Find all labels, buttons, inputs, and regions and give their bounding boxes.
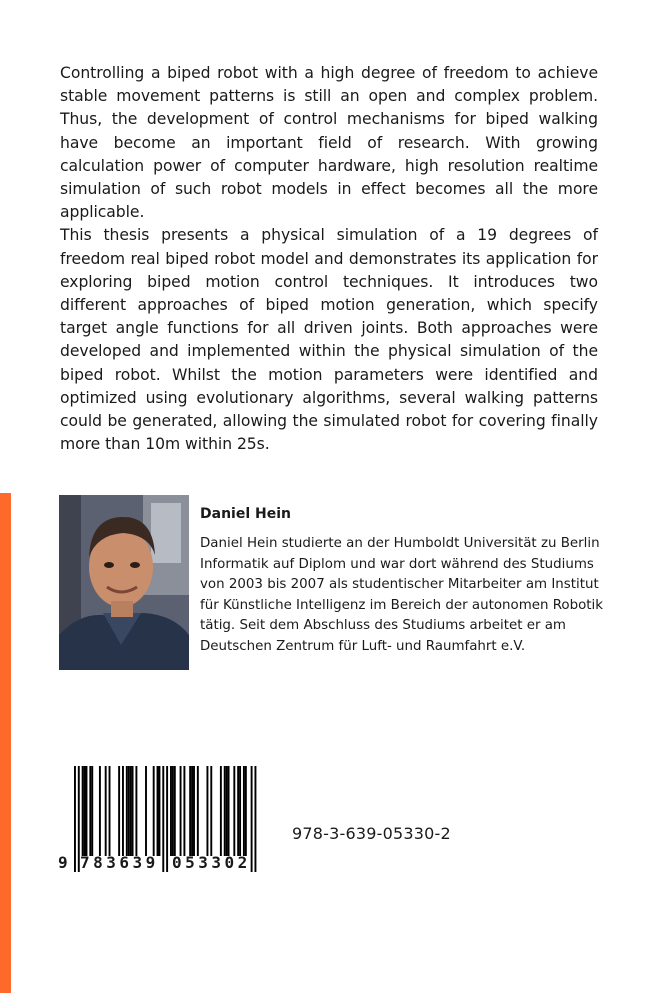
abstract-paragraph-1: Controlling a biped robot with a high degree of freedom to achieve stable movement patterns is still an open and complex problem. Thus, the development of control mechanisms for biped walking have become an important field of research. With growing calculation power of computer hardware, high resolution realtime simulation of such robot models in effect becomes all the more applicable. — [60, 64, 598, 222]
barcode-bar — [228, 766, 230, 856]
barcode-bar — [233, 766, 235, 856]
barcode-bar — [170, 766, 172, 856]
barcode-bar — [118, 766, 120, 856]
barcode-bar — [135, 766, 137, 856]
barcode-bar — [193, 766, 195, 856]
barcode-bar — [237, 766, 239, 856]
barcode-bar — [239, 766, 241, 856]
barcode-bar — [153, 766, 155, 856]
barcode-bar — [105, 766, 107, 856]
barcode-bar — [243, 766, 245, 856]
barcode-bar — [206, 766, 208, 856]
barcode-bar — [132, 766, 134, 856]
barcode-bar — [158, 766, 160, 856]
barcode-digits — [60, 853, 271, 873]
barcode-bar — [89, 766, 91, 856]
barcode-bar — [183, 766, 185, 856]
barcode-bar — [191, 766, 193, 856]
author-photo — [59, 495, 189, 670]
barcode-bar — [91, 766, 93, 856]
barcode-bar — [180, 766, 182, 856]
barcode-bar — [189, 766, 191, 856]
author-bio: Daniel Hein studierte an der Humboldt Universität zu Berlin Informatik auf Diplom und war dort während des Studiums von 2003 bis 2007 als studentischer Mitarbeiter am Institut für Künstliche Intelligenz im Bereich der autonomen Robotik tätig. Seit dem Abschluss des Studiums arbeitet er am Deutschen Zentrum für Luft- und Raumfahrt e.V. — [200, 536, 604, 654]
isbn-number: 978-3-639-05330-2 — [292, 824, 451, 843]
author-name: Daniel Hein — [200, 506, 291, 522]
barcode-bar — [145, 766, 147, 856]
barcode-bar — [126, 766, 128, 856]
barcode-bar — [197, 766, 199, 856]
back-cover-abstract — [60, 62, 598, 456]
barcode-bar — [226, 766, 228, 856]
barcode-bar — [82, 766, 84, 856]
barcode-bar — [172, 766, 174, 856]
abstract-paragraph-2: This thesis presents a physical simulation of a 19 degrees of freedom real biped robot model and demonstrates its application for exploring biped motion control techniques. It introduces two different approaches of biped motion generation, which specify target angle functions for all driven joints. Both approaches were developed and implemented within the physical simulation of the biped robot. Whilst the motion parameters were identified and optimized using evolutionary algorithms, several walking patterns could be generated, allowing the simulated robot for covering finally more than 10m within 25s. — [60, 226, 598, 454]
barcode-bar — [210, 766, 212, 856]
barcode-bar — [245, 766, 247, 856]
barcode-bar — [224, 766, 226, 856]
orange-accent-bar — [0, 493, 11, 993]
barcode-first-digit: 9 — [58, 853, 68, 872]
barcode-bar — [99, 766, 101, 856]
barcode-bar — [174, 766, 176, 856]
barcode-bar — [86, 766, 88, 856]
barcode-bar — [109, 766, 111, 856]
barcode-bar — [130, 766, 132, 856]
barcode-bar — [220, 766, 222, 856]
barcode-bar — [157, 766, 159, 856]
barcode-left-group: 783639 — [80, 853, 159, 872]
barcode-bar — [84, 766, 86, 856]
barcode-bar — [128, 766, 130, 856]
barcode-bar — [122, 766, 124, 856]
barcode-right-group: 053302 — [172, 853, 251, 872]
